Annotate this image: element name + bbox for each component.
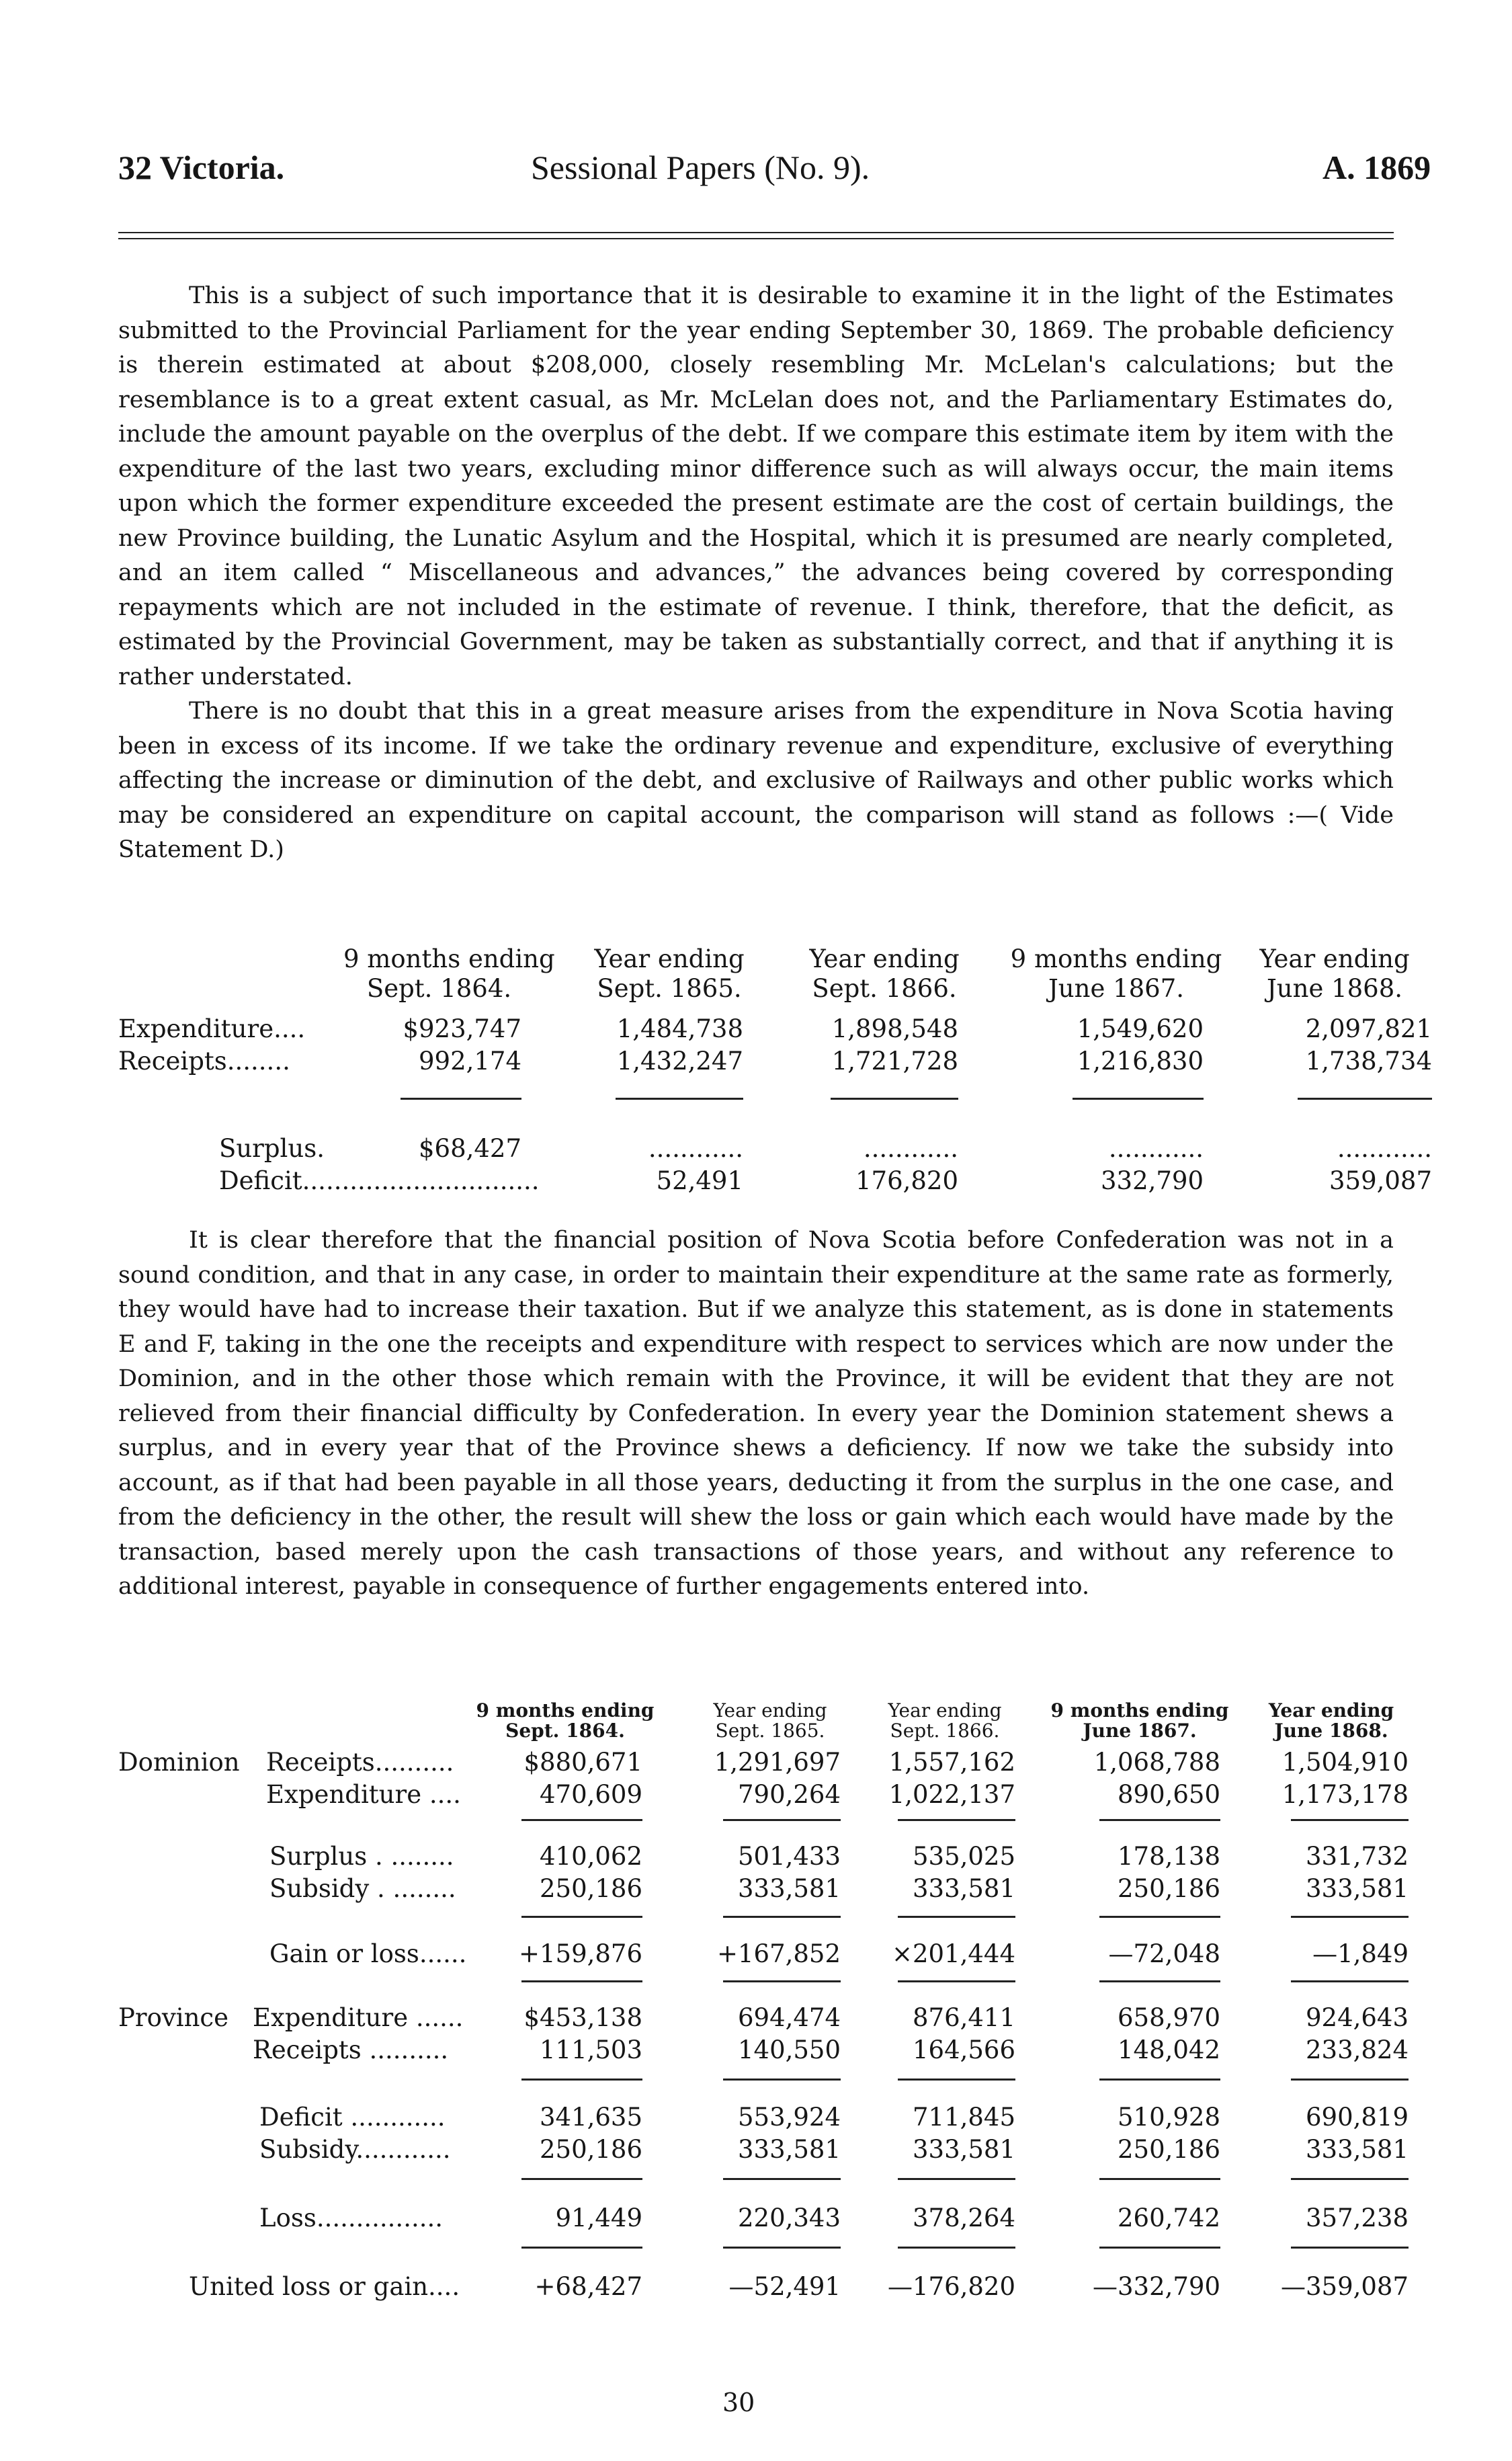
t2-prov-expenditure-1865: 694,474	[737, 2003, 841, 2032]
t2-rule-b3	[898, 1916, 1015, 1918]
t2-gain-loss-1866: ×201,444	[891, 1939, 1015, 1968]
paragraph-analysis: It is clear therefore that the financial position of Nova Scotia before Confederation was not in a sound condition, and that in any case, in order to maintain their expenditure at the same rate as formerly, they would have had to increase their taxation. But if we analyze this statement, as is done in statements E and F, taking in the one the receipts and expenditure with respect to services which are now under the Dominion, and in the other those which remain with the Province, it will be evident that they are not relieved from their financial difficulty by Confederation. In every year the Dominion statement shews a surplus, and in every year that of the Province shews a deficiency. If now we take the subsidy into account, as if that had been payable in all those years, deducting it from the surplus in the one case, and from the deficiency in the other, the result will shew the loss or gain which each would have made by the transaction, based merely upon the cash transactions of those years, and without any reference to additional interest, payable in consequence of further engagements entered into.	[118, 1227, 1394, 1600]
t2-rule-e2	[723, 2178, 841, 2180]
t2-prov-expenditure-1864: $453,138	[523, 2003, 642, 2032]
t1-rule-5	[1298, 1098, 1432, 1100]
t2-prov-subsidy-1864: 250,186	[539, 2135, 642, 2164]
t2-rule-d5	[1291, 2079, 1409, 2081]
t1-surplus-1867: ............	[1108, 1134, 1204, 1163]
t2-rule-b5	[1291, 1916, 1409, 1918]
t1-rule-1	[401, 1098, 521, 1100]
t2-prov-receipts-label: Receipts ..........	[253, 2035, 449, 2064]
t1-row-receipts-label: Receipts........	[118, 1047, 290, 1076]
t2-rule-e4	[1099, 2178, 1220, 2180]
t2-rule-a5	[1291, 1819, 1409, 1821]
t2-loss-label: Loss................	[259, 2204, 444, 2232]
header-rule	[118, 232, 1394, 239]
t1-receipts-1867: 1,216,830	[1077, 1047, 1204, 1076]
t2-dom-receipts-1864: $880,671	[523, 1748, 642, 1777]
t2-united-1866: —176,820	[887, 2272, 1015, 2301]
t2-dom-receipts-1867: 1,068,788	[1093, 1748, 1220, 1777]
t2-prov-expenditure-1867: 658,970	[1117, 2003, 1220, 2032]
t2-dominion-label: Dominion	[118, 1748, 240, 1777]
t2-rule-f5	[1291, 2247, 1409, 2249]
t2-dom-subsidy-1868: 333,581	[1305, 1874, 1409, 1903]
t2-rule-d2	[723, 2079, 841, 2081]
t2-rule-f4	[1099, 2247, 1220, 2249]
t1-deficit-1866: 176,820	[855, 1166, 958, 1195]
t2-dom-receipts-label: Receipts..........	[266, 1748, 454, 1777]
t1-surplus-1866: ............	[863, 1134, 958, 1163]
t2-rule-e1	[521, 2178, 642, 2180]
t2-dom-expenditure-1864: 470,609	[539, 1780, 642, 1809]
page-number: 30	[722, 2388, 755, 2417]
t2-united-1867: —332,790	[1092, 2272, 1220, 2301]
statement-ef-table	[118, 1699, 1409, 2440]
t2-header-col2: Year ending Sept. 1865.	[713, 1699, 827, 1742]
t2-prov-deficit-1867: 510,928	[1117, 2103, 1220, 2132]
t2-rule-a1	[521, 1819, 642, 1821]
t2-prov-subsidy-1868: 333,581	[1305, 2135, 1409, 2164]
t1-expenditure-1868: 2,097,821	[1305, 1014, 1432, 1043]
t2-dom-subsidy-1864: 250,186	[539, 1874, 642, 1903]
t2-prov-receipts-1865: 140,550	[737, 2035, 841, 2064]
t2-rule-b4	[1099, 1916, 1220, 1918]
t1-surplus-1865: ............	[648, 1134, 743, 1163]
t2-province-label: Province	[118, 2003, 229, 2032]
t1-rule-4	[1073, 1098, 1204, 1100]
t2-loss-1868: 357,238	[1305, 2204, 1409, 2232]
t2-loss-1865: 220,343	[737, 2204, 841, 2232]
t2-rule-a4	[1099, 1819, 1220, 1821]
t2-rule-d1	[521, 2079, 642, 2081]
analysis-text	[118, 1223, 1394, 1605]
t2-rule-c3	[898, 1980, 1015, 1982]
t2-loss-1866: 378,264	[912, 2204, 1015, 2232]
t2-gain-loss-label: Gain or loss......	[269, 1939, 467, 1968]
paragraph-estimates: This is a subject of such importance that it is desirable to examine it in the light of the Estimates submitted to the Provincial Parliament for the year ending September 30, 1869. The probable deficiency is therein estimated at about $208,000, closely resembling Mr. McLelan's calculations; but the resemblance is to a great extent casual, as Mr. McLelan does not, and the Parliamentary Estimates do, include the amount payable on the overplus of the debt. If we compare this estimate item by item with the expenditure of the last two years, excluding minor difference such as will always occur, the main items upon which the former expenditure exceeded the present estimate are the cost of certain buildings, the new Province building, the Lunatic Asylum and the Hospital, which it is presumed are nearly completed, and an item called “ Miscellaneous and advances,” the advances being covered by corresponding repayments which are not included in the estimate of revenue. I think, therefore, that the deficit, as estimated by the Provincial Government, may be taken as substantially correct, and that if anything it is rather understated.	[118, 282, 1394, 690]
t2-dom-subsidy-1867: 250,186	[1117, 1874, 1220, 1903]
t2-prov-expenditure-1866: 876,411	[912, 2003, 1015, 2032]
t2-header-col4: 9 months ending June 1867.	[1050, 1699, 1229, 1742]
t2-gain-loss-1868: —1,849	[1312, 1939, 1409, 1968]
t1-row-surplus-label: Surplus.	[219, 1134, 325, 1163]
t2-united-1865: —52,491	[728, 2272, 841, 2301]
t1-receipts-1868: 1,738,734	[1305, 1047, 1432, 1076]
t2-rule-c4	[1099, 1980, 1220, 1982]
t1-row-expenditure-label: Expenditure....	[118, 1014, 306, 1043]
t2-dom-expenditure-1867: 890,650	[1117, 1780, 1220, 1809]
t2-rule-f2	[723, 2247, 841, 2249]
intro-text	[118, 279, 1394, 868]
t2-rule-e5	[1291, 2178, 1409, 2180]
t2-loss-1864: 91,449	[555, 2204, 642, 2232]
t2-gain-loss-1867: —72,048	[1108, 1939, 1220, 1968]
t2-header-col1: 9 months ending Sept. 1864.	[476, 1699, 655, 1742]
t2-dom-subsidy-1865: 333,581	[737, 1874, 841, 1903]
t2-dom-receipts-1866: 1,557,162	[888, 1748, 1015, 1777]
t1-header-col3: Year ending Sept. 1866.	[809, 944, 960, 1003]
t2-gain-loss-1865: +167,852	[716, 1939, 841, 1968]
header-right: A. 1869	[1322, 149, 1431, 186]
t1-surplus-1864: $68,427	[418, 1134, 521, 1163]
t2-rule-b2	[723, 1916, 841, 1918]
t2-rule-c2	[723, 1980, 841, 1982]
t1-expenditure-1866: 1,898,548	[831, 1014, 958, 1043]
t2-dom-expenditure-label: Expenditure ....	[266, 1780, 461, 1809]
t2-prov-receipts-1867: 148,042	[1117, 2035, 1220, 2064]
t2-prov-subsidy-label: Subsidy............	[259, 2135, 451, 2164]
t2-prov-deficit-label: Deficit ............	[259, 2103, 446, 2132]
t2-header-col3: Year ending Sept. 1866.	[888, 1699, 1002, 1742]
t2-rule-f3	[898, 2247, 1015, 2249]
paragraph-comparison: There is no doubt that this in a great measure arises from the expenditure in Nova Scotia having been in excess of its income. If we take the ordinary revenue and expenditure, exclusive of everything affecting the increase or diminution of the debt, and exclusive of Railways and other public works which may be considered an expenditure on capital account, the comparison will stand as follows :—( Vide Statement D.)	[118, 698, 1394, 863]
t2-prov-expenditure-1868: 924,643	[1305, 2003, 1409, 2032]
t1-header-col1: 9 months ending Sept. 1864.	[343, 944, 555, 1003]
t2-prov-subsidy-1865: 333,581	[737, 2135, 841, 2164]
t2-united-1868: —359,087	[1280, 2272, 1409, 2301]
t1-deficit-1865: 52,491	[656, 1166, 743, 1195]
t2-prov-receipts-1868: 233,824	[1305, 2035, 1409, 2064]
t2-dom-expenditure-1868: 1,173,178	[1282, 1780, 1409, 1809]
t2-loss-1867: 260,742	[1117, 2204, 1220, 2232]
t2-dom-expenditure-1866: 1,022,137	[888, 1780, 1015, 1809]
t2-dom-expenditure-1865: 790,264	[737, 1780, 841, 1809]
t2-dom-surplus-label: Surplus . ........	[269, 1842, 454, 1871]
t2-dom-receipts-1868: 1,504,910	[1282, 1748, 1409, 1777]
t2-rule-d4	[1099, 2079, 1220, 2081]
t2-prov-receipts-1866: 164,566	[912, 2035, 1015, 2064]
t1-expenditure-1865: 1,484,738	[616, 1014, 743, 1043]
t2-header-col5: Year ending June 1868.	[1268, 1699, 1394, 1742]
t2-prov-deficit-1866: 711,845	[912, 2103, 1015, 2132]
t2-rule-b1	[521, 1916, 642, 1918]
header-left: 32 Victoria.	[118, 149, 285, 186]
t1-receipts-1865: 1,432,247	[616, 1047, 743, 1076]
t1-row-deficit-label: Deficit..............................	[219, 1166, 540, 1195]
t2-united-label: United loss or gain....	[189, 2272, 460, 2301]
t2-united-1864: +68,427	[534, 2272, 642, 2301]
t2-dom-surplus-1864: 410,062	[539, 1842, 642, 1871]
t1-header-col4: 9 months ending June 1867.	[1010, 944, 1222, 1003]
t2-prov-expenditure-label: Expenditure ......	[253, 2003, 464, 2032]
t1-rule-3	[831, 1098, 958, 1100]
t2-gain-loss-1864: +159,876	[518, 1939, 642, 1968]
t2-dom-subsidy-1866: 333,581	[912, 1874, 1015, 1903]
t2-dom-receipts-1865: 1,291,697	[714, 1748, 841, 1777]
running-head	[0, 148, 1512, 202]
t2-prov-receipts-1864: 111,503	[539, 2035, 642, 2064]
t2-rule-a2	[723, 1819, 841, 1821]
t2-prov-deficit-1865: 553,924	[737, 2103, 841, 2132]
t2-prov-deficit-1868: 690,819	[1305, 2103, 1409, 2132]
t1-rule-2	[616, 1098, 743, 1100]
t2-rule-e3	[898, 2178, 1015, 2180]
t2-dom-surplus-1865: 501,433	[737, 1842, 841, 1871]
t1-receipts-1864: 992,174	[418, 1047, 521, 1076]
statement-d-table	[118, 944, 1432, 1207]
t2-rule-c1	[521, 1980, 642, 1982]
t2-prov-subsidy-1866: 333,581	[912, 2135, 1015, 2164]
t1-deficit-1867: 332,790	[1100, 1166, 1204, 1195]
t1-deficit-1868: 359,087	[1329, 1166, 1432, 1195]
t1-header-col2: Year ending Sept. 1865.	[594, 944, 745, 1003]
t2-dom-surplus-1867: 178,138	[1117, 1842, 1220, 1871]
t2-rule-f1	[521, 2247, 642, 2249]
t1-surplus-1868: ............	[1337, 1134, 1432, 1163]
t1-receipts-1866: 1,721,728	[831, 1047, 958, 1076]
t1-expenditure-1864: $923,747	[403, 1014, 521, 1043]
t1-header-col5: Year ending June 1868.	[1259, 944, 1410, 1003]
t2-rule-a3	[898, 1819, 1015, 1821]
header-center: Sessional Papers (No. 9).	[531, 149, 870, 186]
t2-rule-c5	[1291, 1980, 1409, 1982]
t2-dom-surplus-1868: 331,732	[1305, 1842, 1409, 1871]
t1-expenditure-1867: 1,549,620	[1077, 1014, 1204, 1043]
t2-prov-subsidy-1867: 250,186	[1117, 2135, 1220, 2164]
t2-dom-subsidy-label: Subsidy . ........	[269, 1874, 456, 1903]
t2-prov-deficit-1864: 341,635	[539, 2103, 642, 2132]
t2-rule-d3	[898, 2079, 1015, 2081]
t2-dom-surplus-1866: 535,025	[912, 1842, 1015, 1871]
